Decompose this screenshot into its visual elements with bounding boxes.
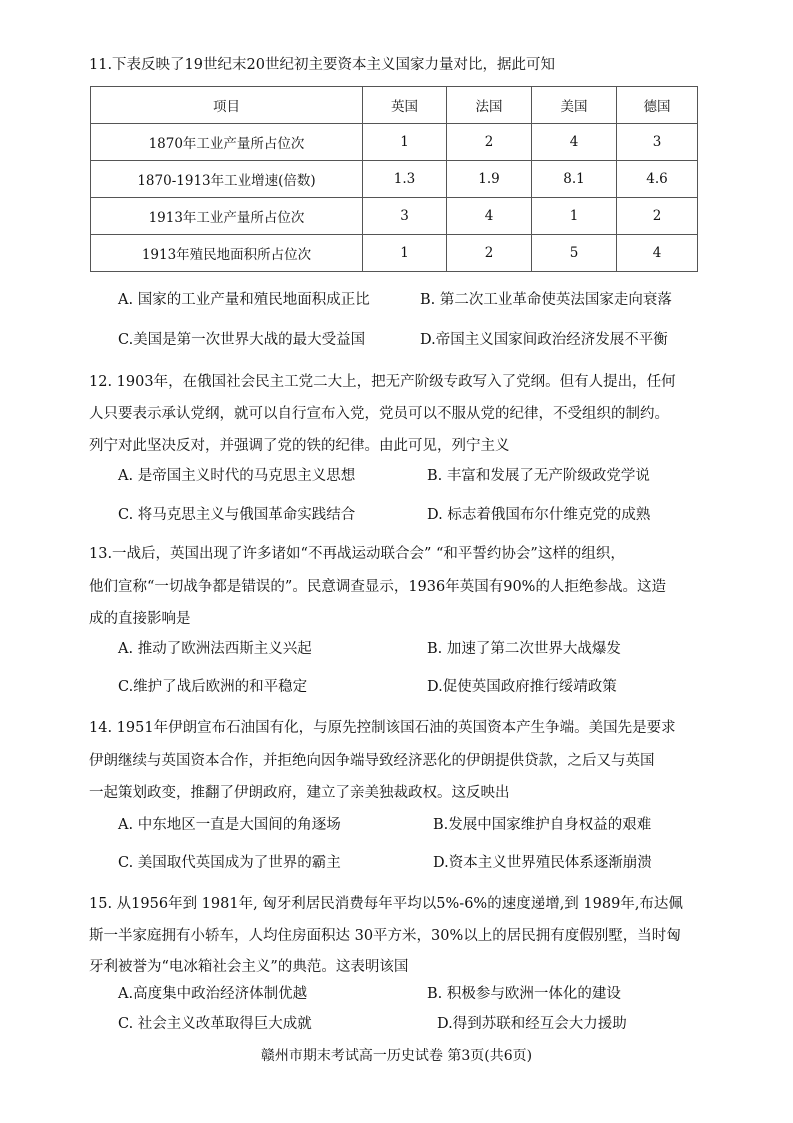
q15-option-c[interactable]: C. 社会主义改革取得巨大成就: [118, 1016, 312, 1032]
table-header-cell: 项目: [91, 87, 363, 124]
q12-stem-line: 人只要表示承认党纲，就可以自行宣布入党，党员可以不服从党的纪律，不受组织的制约。: [89, 406, 669, 422]
q11-option-c[interactable]: C.美国是第一次世界大战的最大受益国: [118, 332, 366, 348]
table-cell: 4.6: [617, 161, 698, 198]
table-row: [91, 161, 698, 198]
table-cell: 4: [447, 198, 532, 235]
table-cell: 1913年殖民地面积所占位次: [91, 235, 363, 272]
q14-stem-line: 一起策划政变，推翻了伊朗政府，建立了亲美独裁政权。这反映出: [89, 785, 510, 801]
q12-option-d[interactable]: D. 标志着俄国布尔什维克党的成熟: [427, 507, 651, 523]
q13-option-a[interactable]: A. 推动了欧洲法西斯主义兴起: [118, 641, 312, 657]
q12-option-b[interactable]: B. 丰富和发展了无产阶级政党学说: [427, 468, 650, 484]
table-cell: 3: [617, 124, 698, 161]
q11-stem: 11.下表反映了19世纪末20世纪初主要资本主义国家力量对比，据此可知: [89, 57, 555, 73]
table-cell: 1870年工业产量所占位次: [91, 124, 363, 161]
q14-option-a[interactable]: A. 中东地区一直是大国间的角逐场: [118, 817, 341, 833]
table-row: [91, 235, 698, 272]
q15-option-b[interactable]: B. 积极参与欧洲一体化的建设: [427, 986, 621, 1002]
table-header-cell: 法国: [447, 87, 532, 124]
table-cell: 5: [532, 235, 617, 272]
table-row: [91, 198, 698, 235]
q14-stem-line: 伊朗继续与英国资本合作，并拒绝向因争端导致经济恶化的伊朗提供贷款，之后又与英国: [89, 753, 655, 769]
q13-option-d[interactable]: D.促使英国政府推行绥靖政策: [427, 679, 617, 695]
q11-option-d[interactable]: D.帝国主义国家间政治经济发展不平衡: [420, 332, 668, 348]
table-cell: 4: [532, 124, 617, 161]
page-footer: 赣州市期末考试高一历史试卷 第3页(共6页): [260, 1048, 533, 1064]
q14-option-b[interactable]: B.发展中国家维护自身权益的艰难: [433, 817, 652, 833]
table-cell: 1: [363, 235, 447, 272]
q11-option-a[interactable]: A. 国家的工业产量和殖民地面积成正比: [118, 292, 370, 308]
q13-stem-line: 13.一战后，英国出现了许多诸如“不再战运动联合会” “和平誓约协会”这样的组织，: [89, 546, 625, 562]
q13-option-b[interactable]: B. 加速了第二次世界大战爆发: [427, 641, 621, 657]
table-cell: 3: [363, 198, 447, 235]
table-cell: 1870-1913年工业增速(倍数): [91, 161, 363, 198]
q12-option-a[interactable]: A. 是帝国主义时代的马克思主义思想: [118, 468, 356, 484]
q11-table: [90, 86, 698, 272]
table-cell: 4: [617, 235, 698, 272]
q14-stem-line: 14. 1951年伊朗宣布石油国有化，与原先控制该国石油的英国资本产生争端。美国先是要求: [89, 720, 676, 736]
q12-stem-line: 列宁对此坚决反对，并强调了党的铁的纪律。由此可见，列宁主义: [89, 438, 510, 454]
q13-stem-line: 他们宣称“一切战争都是错误的”。民意调查显示，1936年英国有90%的人拒绝参战。这造: [89, 579, 666, 595]
q15-option-d[interactable]: D.得到苏联和经互会大力援助: [437, 1016, 627, 1032]
table-header-cell: 德国: [617, 87, 698, 124]
q15-stem-line: 牙利被誉为“电冰箱社会主义”的典范。这表明该国: [89, 959, 409, 975]
q12-stem-line: 12. 1903年，在俄国社会民主工党二大上，把无产阶级专政写入了党纲。但有人提出，任何: [89, 374, 676, 390]
table-cell: 2: [447, 124, 532, 161]
table-cell: 8.1: [532, 161, 617, 198]
table-cell: 1: [363, 124, 447, 161]
q14-option-c[interactable]: C. 美国取代英国成为了世界的霸主: [118, 855, 341, 871]
table-header-row: [91, 87, 698, 124]
q15-option-a[interactable]: A.高度集中政治经济体制优越: [118, 986, 308, 1002]
q12-option-c[interactable]: C. 将马克思主义与俄国革命实践结合: [118, 507, 356, 523]
table-header-cell: 美国: [532, 87, 617, 124]
q11-option-b[interactable]: B. 第二次工业革命使英法国家走向衰落: [420, 292, 672, 308]
table-cell: 2: [447, 235, 532, 272]
q15-stem-line: 斯一半家庭拥有小轿车，人均住房面积达 30平方米，30%以上的居民拥有度假别墅，当时匈: [89, 928, 681, 944]
q14-option-d[interactable]: D.资本主义世界殖民体系逐渐崩溃: [433, 855, 652, 871]
q13-stem-line: 成的直接影响是: [89, 611, 191, 627]
table-cell: 1.9: [447, 161, 532, 198]
table-cell: 1913年工业产量所占位次: [91, 198, 363, 235]
table-cell: 1.3: [363, 161, 447, 198]
table-header-cell: 英国: [363, 87, 447, 124]
table-row: [91, 124, 698, 161]
q15-stem-line: 15. 从1956年到 1981年, 匈牙利居民消费每年平均以5%-6%的速度递增,到 1989年,布达佩: [89, 896, 683, 912]
table-cell: 2: [617, 198, 698, 235]
table-cell: 1: [532, 198, 617, 235]
q13-option-c[interactable]: C.维护了战后欧洲的和平稳定: [118, 679, 308, 695]
